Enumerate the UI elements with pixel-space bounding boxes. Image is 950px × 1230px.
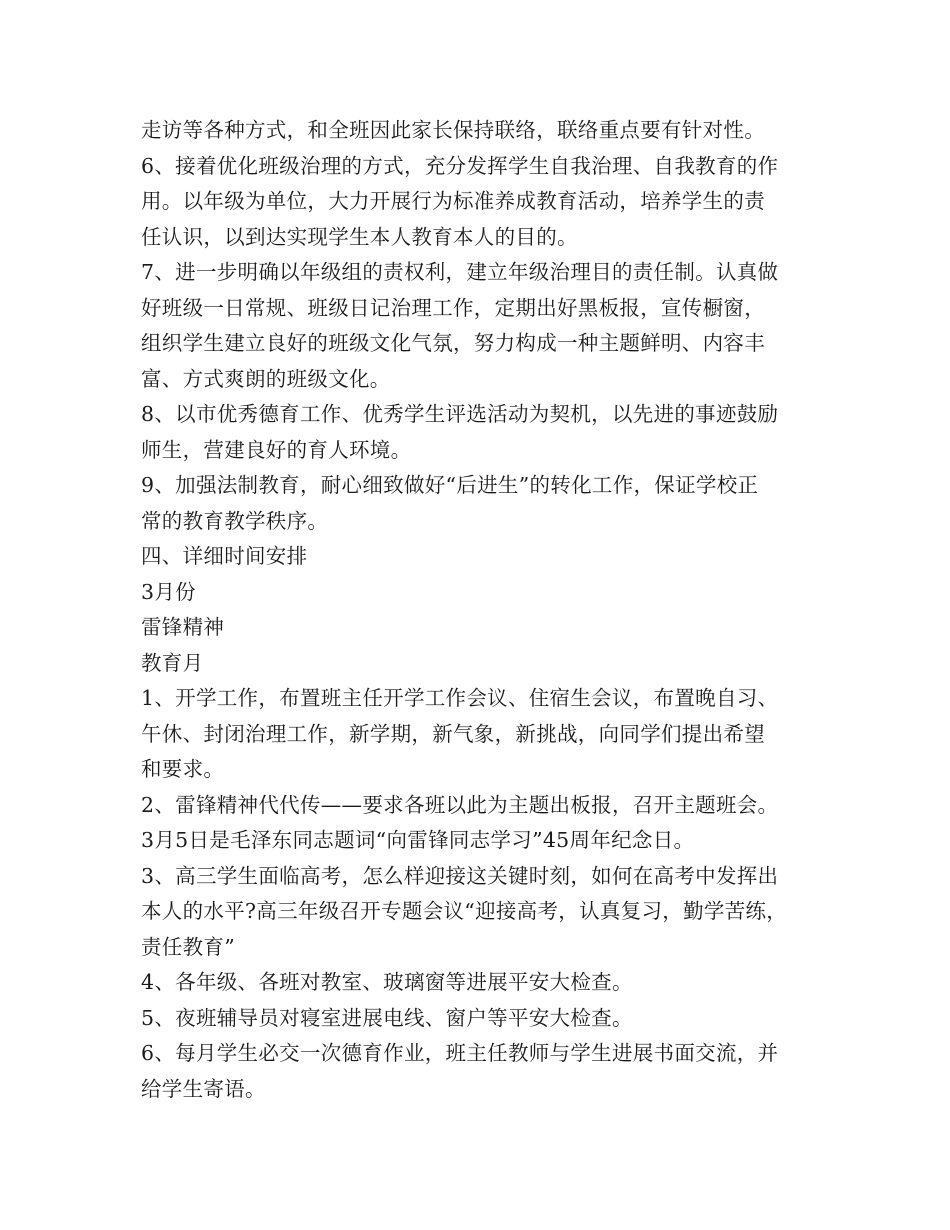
theme-label: 教育月 <box>141 650 204 675</box>
text-line: 5、夜班辅导员对寝室进展电线、窗户等平安大检查。 <box>141 1005 633 1030</box>
text-line: 任认识，以到达实现学生本人教育本人的目的。 <box>141 224 578 249</box>
text-line: 师生，营建良好的育人环境。 <box>141 437 412 462</box>
text-line: 责任教育” <box>141 934 235 959</box>
text-line: 组织学生建立良好的班级文化气氛，努力构成一种主题鲜明、内容丰 <box>141 331 765 355</box>
text-line: 午休、封闭治理工作，新学期，新气象，新挑战，向同学们提出希望 <box>141 721 765 746</box>
text-line: 6、接着优化班级治理的方式，充分发挥学生自我治理、自我教育的作 <box>141 153 779 178</box>
text-line: 富、方式爽朗的班级文化。 <box>141 366 391 391</box>
text-line: 4、各年级、各班对教室、玻璃窗等进展平安大检查。 <box>141 970 633 994</box>
section-heading: 四、详细时间安排 <box>141 544 308 568</box>
text-line: 走访等各种方式，和全班因此家长保持联络，联络重点要有针对性。 <box>141 118 765 142</box>
text-line: 8、以市优秀德育工作、优秀学生评选活动为契机，以先进的事迹鼓励 <box>141 402 779 426</box>
text-line: 9、加强法制教育，耐心细致做好“后进生”的转化工作，保证学校正 <box>141 473 759 497</box>
text-line: 3月5日是毛泽东同志题词“向雷锋同志学习”45周年纪念日。 <box>141 828 695 852</box>
text-line: 1、开学工作，布置班主任开学工作会议、住宿生会议，布置晚自习、 <box>141 686 779 710</box>
text-line: 用。以年级为单位，大力开展行为标准养成教育活动，培养学生的责 <box>141 189 765 213</box>
month-label: 3月份 <box>141 579 196 604</box>
text-line: 3、高三学生面临高考，怎么样迎接这关键时刻，如何在高考中发挥出 <box>141 863 779 888</box>
text-line: 6、每月学生必交一次德育作业，班主任教师与学生进展书面交流，并 <box>141 1041 779 1065</box>
document-body <box>141 113 831 1107</box>
theme-label: 雷锋精神 <box>141 615 225 639</box>
text-line: 2、雷锋精神代代传——要求各班以此为主题出板报，召开主题班会。 <box>141 792 779 817</box>
text-line: 和要求。 <box>141 757 225 781</box>
text-line: 本人的水平?高三年级召开专题会议“迎接高考，认真复习，勤学苦练， <box>141 899 788 923</box>
text-line: 7、进一步明确以年级组的责权利，建立年级治理目的责任制。认真做 <box>141 260 779 284</box>
text-line: 常的教育教学秩序。 <box>141 508 329 533</box>
text-line: 好班级一日常规、班级日记治理工作，定期出好黑板报，宣传橱窗， <box>141 295 765 320</box>
text-line: 给学生寄语。 <box>141 1076 266 1101</box>
